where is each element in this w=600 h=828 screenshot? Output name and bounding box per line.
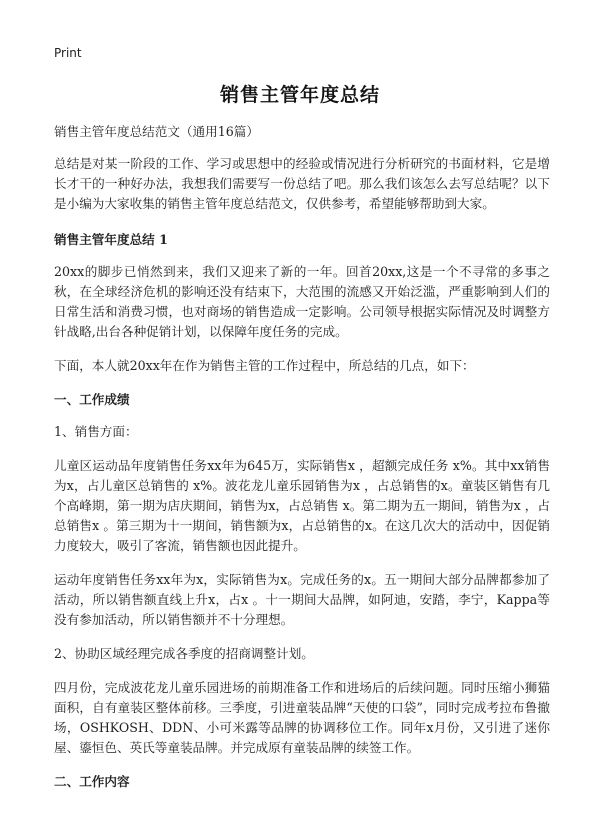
paragraph-opening: 20xx的脚步已悄然到来，我们又迎来了新的一年。回首20xx,这是一个不寻常的多事之秋，在全球经济危机的影响还没有结束下，大范围的流感又开始泛滥，严重影响到人们的日常生活和消费习惯，也对商场的销售造成一定影响。公司领导根据实际情况及时调整方针战略,出台各种促销计划，以保障年度任务的完成。 (54, 264, 550, 339)
paragraph-sports-sales: 运动年度销售任务xx年为x，实际销售为x。完成任务的x。五一期间大部分品牌都参加了活动，所以销售额直线上升x，占x 。十一期间大品牌，如阿迪，安踏，李宁，Kappa等没有参加活动，所以销售额并不十分理想。 (54, 572, 550, 627)
paragraph-summary-intro: 下面，本人就20xx年在作为销售主管的工作过程中，所总结的几点，如下： (54, 358, 475, 373)
intro-paragraph: 总结是对某一阶段的工作、学习或思想中的经验或情况进行分析研究的书面材料，它是增长才干的一种好办法，我想我们需要写一份总结了吧。那么我们该怎么去写总结呢？以下是小编为大家收集的销售主管年度总结范文，仅供参考，希望能够帮助到大家。 (54, 156, 550, 211)
document-body (54, 122, 550, 804)
page-title: 销售主管年度总结 (219, 84, 380, 106)
print-link[interactable]: Print (54, 46, 82, 60)
heading-work-content: 二、工作内容 (54, 774, 130, 789)
paragraph-brand-adjustment: 四月份，完成波花龙儿童乐园进场的前期准备工作和进场后的后续问题。同时压缩小狮猫面积，自有童装区整体前移。三季度，引进童装品牌“天使的口袋”，同时完成考拉布鲁撤场，OSHKOSH、DDN、小可米露等品牌的协调移位工作。同年x月份，又引进了迷你屋、鎏恒色、英氏等童装品牌。并完成原有童装品牌的续签工作。 (54, 680, 550, 755)
paragraph-kids-sales: 儿童区运动品年度销售任务xx年为645万，实际销售x ，超额完成任务 x%。其中xx销售为x，占儿童区总销售的 x%。波花龙儿童乐园销售为x ，占总销售的x。童装区销售有几个高峰期，第一期为店庆期间，销售为x，占总销售 x。第二期为五一期间，销售为x ，占总销售x 。第三期为十一期间，销售额为x，占总销售的x。在这几次大的活动中，因促销力度较大，吸引了客流，销售额也因此提升。 (54, 458, 550, 553)
list-item-sales: 1、销售方面： (54, 424, 138, 439)
list-item-merchant-adjustment: 2、协助区域经理完成各季度的招商调整计划。 (54, 646, 314, 661)
section-heading: 销售主管年度总结 1 (54, 232, 168, 247)
heading-achievements: 一、工作成绩 (54, 392, 130, 407)
subtitle: 销售主管年度总结范文（通用16篇） (54, 124, 259, 139)
